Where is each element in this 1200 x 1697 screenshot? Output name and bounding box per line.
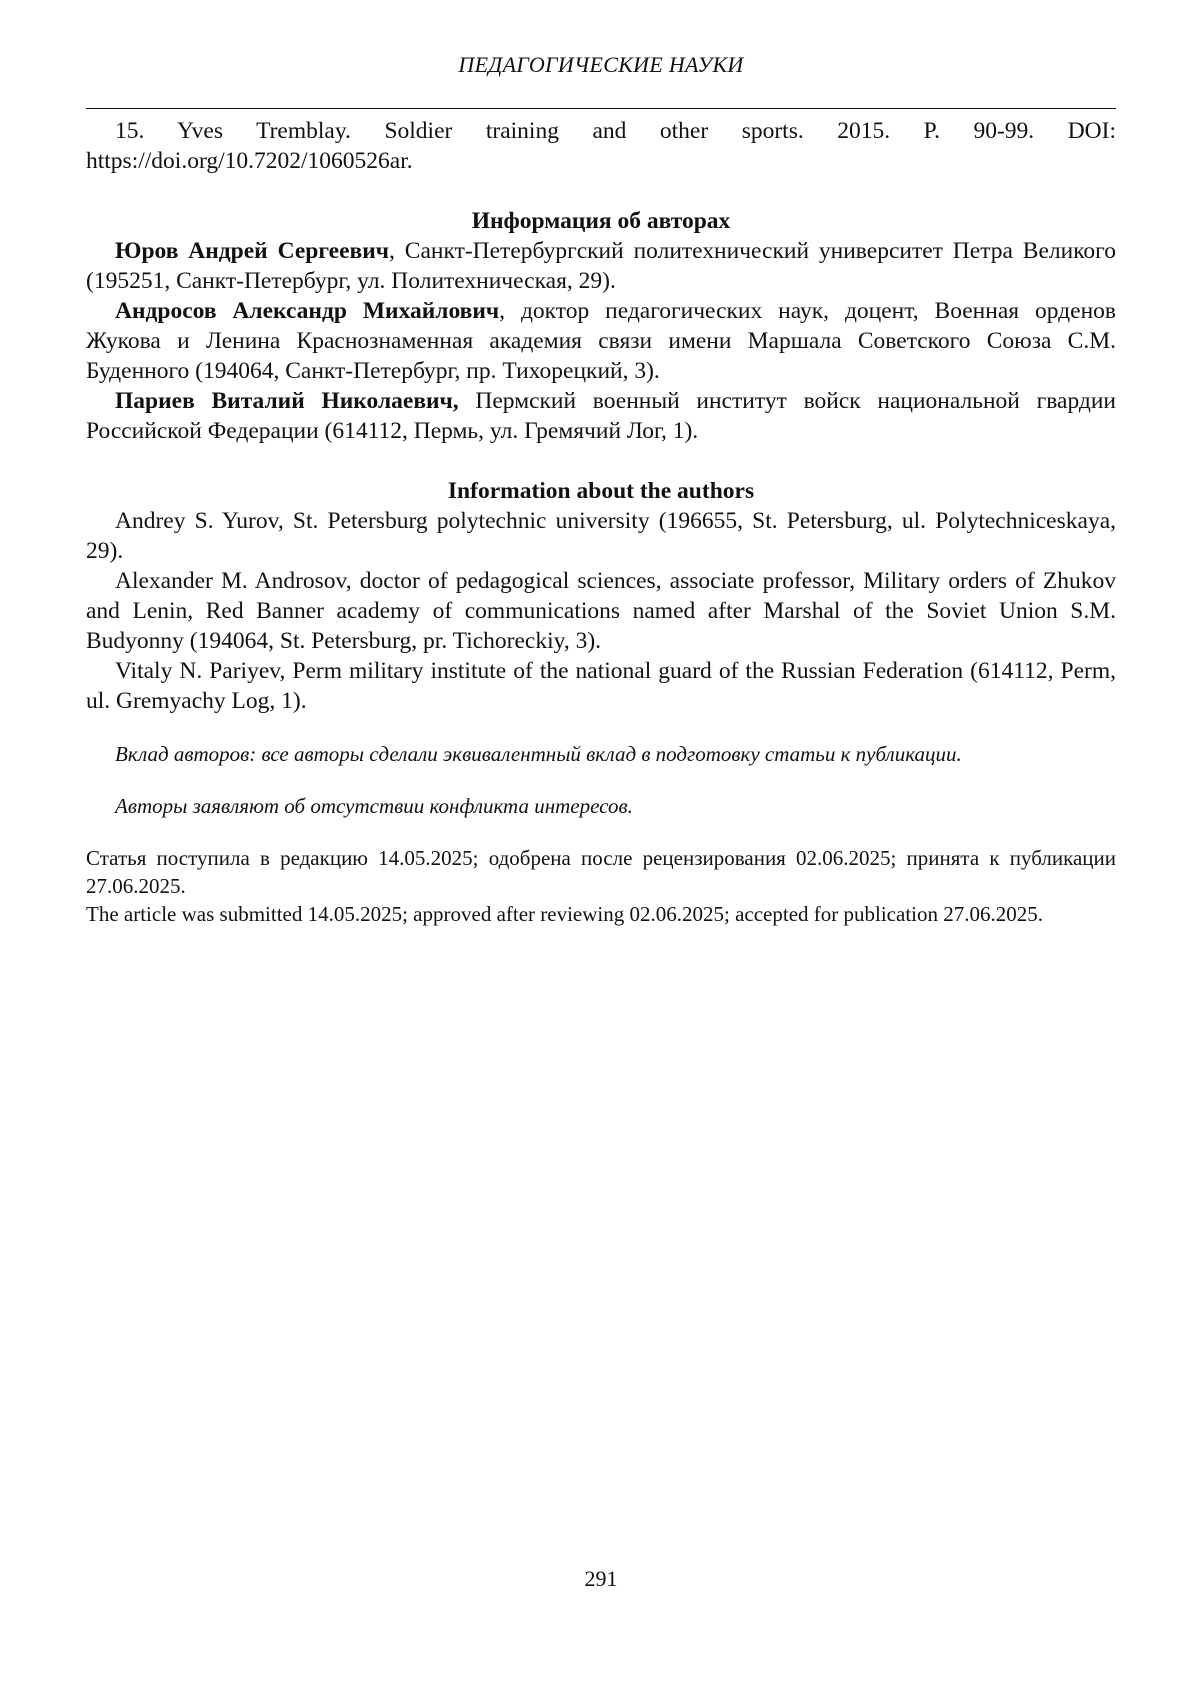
spacer — [86, 820, 1116, 844]
spacer — [86, 716, 1116, 740]
author-ru-entry — [86, 296, 1116, 386]
author-ru-affiliation: Пермский военный институт войск национальной гвардии Российской Федерации (614112, Пермь, ул. Гремячий Лог, 1). — [86, 388, 1116, 444]
reference-number: 15. — [115, 118, 145, 144]
page-number: 291 — [584, 1566, 618, 1591]
author-ru-affiliation: , Санкт-Петербургский политехнический университет Петра Великого (195251, Санкт-Петербург, ул. Политехническая, 29). — [86, 238, 1116, 294]
running-header: ПЕДАГОГИЧЕСКИЕ НАУКИ — [458, 52, 744, 77]
author-ru-name: Андросов Александр Михайлович — [115, 298, 500, 324]
reference-text: Yves Tremblay. Soldier training and other sports. 2015. P. 90-99. DOI: https://doi.org/10.7202/1060526ar. — [86, 118, 1116, 174]
conflict-note: Авторы заявляют об отсутствии конфликта интересов. — [115, 794, 633, 818]
article-history-en: The article was submitted 14.05.2025; approved after reviewing 02.06.2025; accepted for publication 27.06.2025. — [86, 902, 1043, 926]
page-content — [86, 116, 1116, 928]
author-ru-entry — [86, 236, 1116, 296]
author-ru-name: Париев Виталий Николаевич, — [115, 388, 459, 414]
authors-en-title: Information about the authors — [447, 478, 755, 504]
contribution-note: Вклад авторов: все авторы сделали эквивалентный вклад в подготовку статьи к публикации. — [115, 742, 962, 766]
article-history-ru: Статья поступила в редакцию 14.05.2025; одобрена после рецензирования 02.06.2025; принята к публикации 27.06.2025. — [86, 846, 1116, 898]
spacer — [86, 446, 1116, 476]
author-en-entry: Andrey S. Yurov, St. Petersburg polytechnic university (196655, St. Petersburg, ul. Polytechniceskaya, 29). — [86, 508, 1116, 564]
author-en-entry: Alexander M. Androsov, doctor of pedagogical sciences, associate professor, Military orders of Zhukov and Lenin, Red Banner academy of communications named after Marshal of the Soviet Union S.M. Budyonny (194064, St. Petersburg, pr. Tichoreckiy, 3). — [86, 568, 1116, 654]
authors-ru-title: Информация об авторах — [471, 208, 731, 234]
spacer — [86, 176, 1116, 206]
author-ru-entry — [86, 386, 1116, 446]
reference-item — [86, 116, 1116, 176]
header-rule — [86, 108, 1116, 109]
spacer — [86, 768, 1116, 792]
author-ru-name: Юров Андрей Сергеевич — [115, 238, 390, 264]
author-en-entry: Vitaly N. Pariyev, Perm military institute of the national guard of the Russian Federation (614112, Perm, ul. Gremyachy Log, 1). — [86, 658, 1116, 714]
author-ru-affiliation: , доктор педагогических наук, доцент, Военная орденов Жукова и Ленина Краснознаменная академия связи имени Маршала Советского Союза С.М. Буденного (194064, Санкт-Петербург, пр. Тихорецкий, 3). — [86, 298, 1116, 384]
